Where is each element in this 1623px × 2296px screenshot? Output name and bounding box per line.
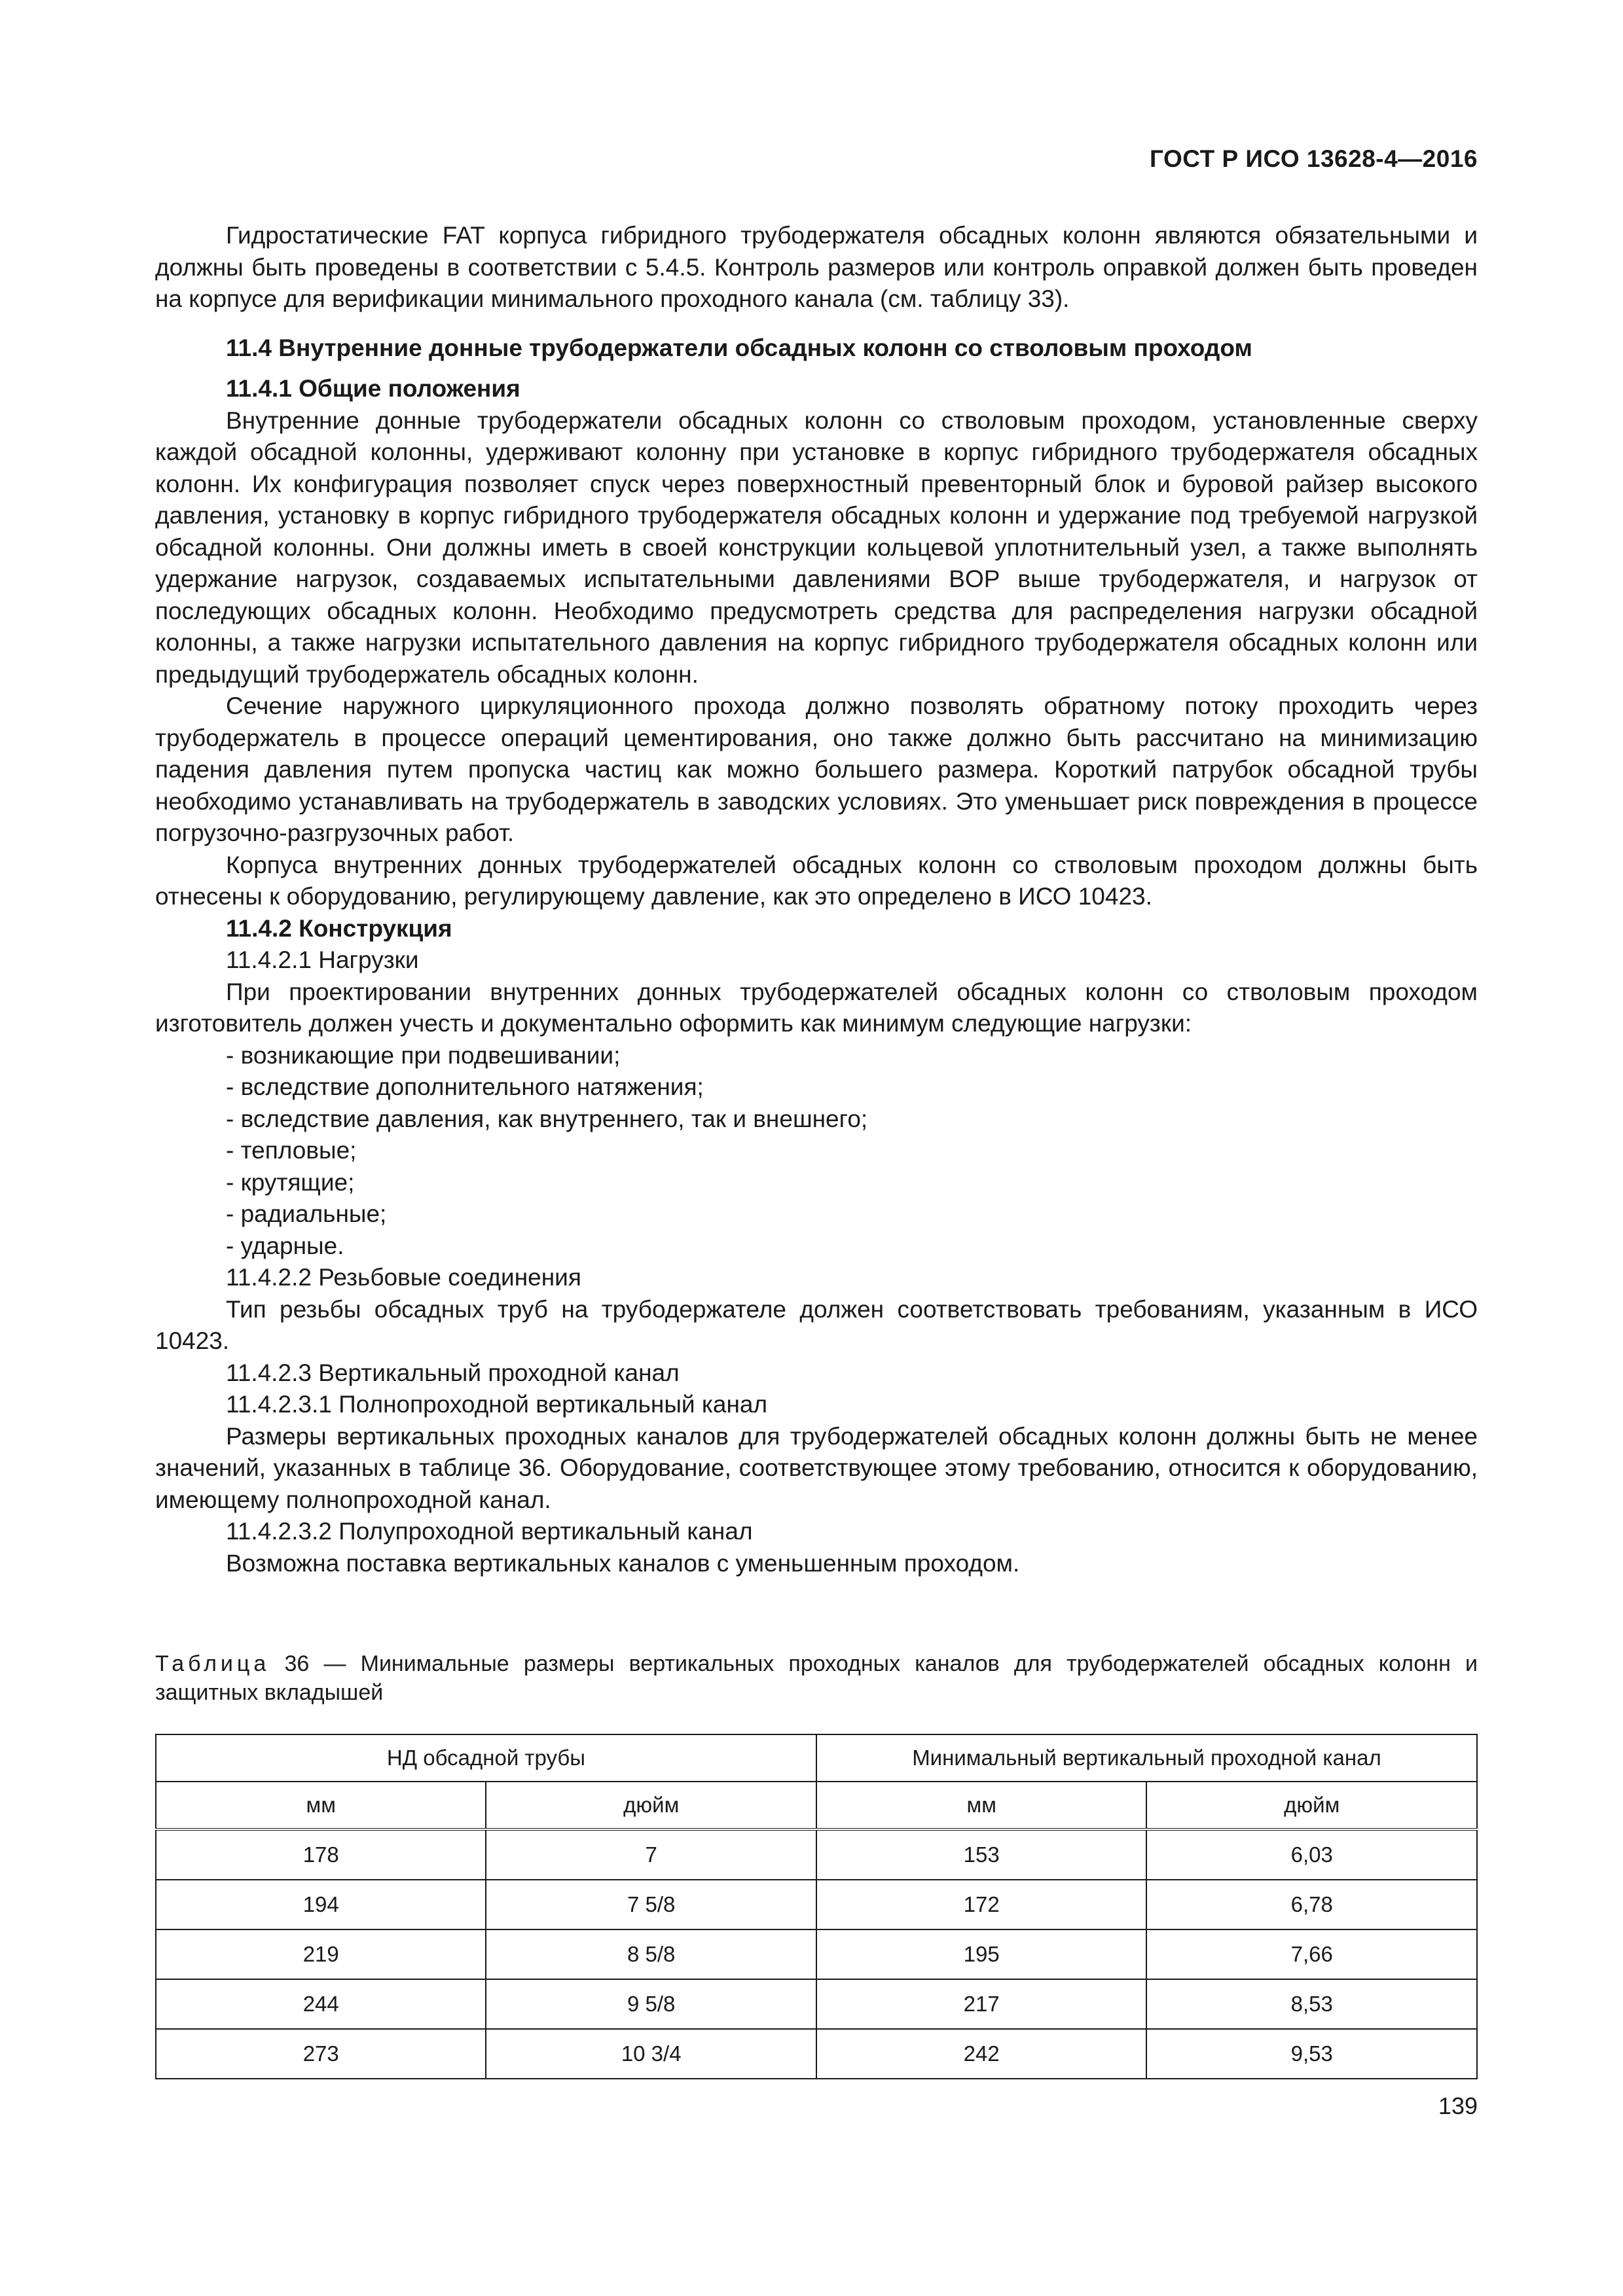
document-page <box>155 0 1478 2296</box>
document-body <box>155 220 1478 1579</box>
list-item: - вследствие дополнительного натяжения; <box>226 1073 704 1100</box>
header-casing-size: НД обсадной трубы <box>156 1734 816 1782</box>
paragraph-11-4-1-1: Внутренние донные трубодержатели обсадных колонн со стволовым проходом, установленные сверху каждой обсадной колонны, удерживают колонну при установке в корпус гибридного трубодержателя обсадных колонн. Их конфигурация позволяет спуск через поверхностный превенторный блок и буровой райзер высокого давления, установку в корпус гибридного трубодержателя обсадных колонн и удержание под требуемой нагрузкой обсадной колонны. Они должны иметь в своей конструкции кольцевой уплотнительный узел, а также выполнять удержание нагрузок, создаваемых испытательными давлениями BOP выше трубодержателя, и нагрузок от последующих обсадных колонн. Необходимо предусмотреть средства для распределения нагрузки обсадной колонны, а также нагрузки испытательного давления на корпус гибридного трубодержателя обсадных колонн или предыдущий трубодержатель обсадных колонн. <box>155 406 1478 688</box>
header-unit-mm: мм <box>156 1782 486 1829</box>
table-cell: 9,53 <box>1146 2029 1477 2079</box>
table-row <box>156 1929 1477 1979</box>
table-cell: 172 <box>816 1880 1147 1929</box>
standard-designation: ГОСТ Р ИСО 13628-4—2016 <box>1150 145 1478 172</box>
section-heading-11-4-1: 11.4.1 Общие положения <box>226 375 520 402</box>
table-cell: 7 <box>486 1829 816 1880</box>
table-cell: 9 5/8 <box>486 1979 816 2029</box>
bore-dimensions-table <box>155 1734 1478 2079</box>
paragraph-11-4-2-2: Тип резьбы обсадных труб на трубодержателе должен соответствовать требованиям, указанным в ИСО 10423. <box>155 1295 1478 1354</box>
table-row <box>156 1829 1477 1880</box>
table-cell: 10 3/4 <box>486 2029 816 2079</box>
table-cell: 7 5/8 <box>486 1880 816 1929</box>
table-cell: 8,53 <box>1146 1979 1477 2029</box>
table-cell: 8 5/8 <box>486 1929 816 1979</box>
paragraph-11-4-1-2: Сечение наружного циркуляционного прохода должно позволять обратному потоку проходить через трубодержатель в процессе операций цементирования, оно также должно быть рассчитано на минимизацию падения давления путем пропуска частиц как можно большего размера. Короткий патрубок обсадной трубы необходимо устанавливать на трубодержатель в заводских условиях. Это уменьшает риск повреждения в процессе погрузочно-разгрузочных работ. <box>155 692 1478 846</box>
table-cell: 6,03 <box>1146 1829 1477 1880</box>
table-cell: 194 <box>156 1880 486 1929</box>
page-number: 139 <box>1438 2092 1478 2119</box>
paragraph-11-4-2-3-1: Размеры вертикальных проходных каналов для трубодержателей обсадных колонн должны быть не менее значений, указанных в таблице 36. Оборудование, соответствующее этому требованию, относится к оборудованию, имеющему полнопроходной канал. <box>155 1422 1478 1513</box>
subsection-heading-11-4-2-3-2: 11.4.2.3.2 Полупроходной вертикальный канал <box>226 1518 753 1545</box>
table-caption-label: Таблица <box>155 1651 270 1676</box>
table-cell: 178 <box>156 1829 486 1880</box>
list-item: - возникающие при подвешивании; <box>226 1041 621 1069</box>
paragraph-11-4-2-3-2: Возможна поставка вертикальных каналов с уменьшенным проходом. <box>226 1549 1020 1577</box>
table-cell: 242 <box>816 2029 1147 2079</box>
section-heading-11-4: 11.4 Внутренние донные трубодержатели обсадных колонн со стволовым проходом <box>226 334 1252 361</box>
table-caption <box>155 1649 1478 1707</box>
header-min-bore: Минимальный вертикальный проходной канал <box>816 1734 1477 1782</box>
subsection-heading-11-4-2-1: 11.4.2.1 Нагрузки <box>226 946 419 973</box>
table-group-header-row <box>156 1734 1477 1782</box>
table-cell: 6,78 <box>1146 1880 1477 1929</box>
header-unit-mm: мм <box>816 1782 1147 1829</box>
table-36 <box>155 1734 1478 2079</box>
header-unit-inch: дюйм <box>1146 1782 1477 1829</box>
table-row <box>156 1979 1477 2029</box>
table-cell: 273 <box>156 2029 486 2079</box>
list-item: - крутящие; <box>226 1168 355 1196</box>
paragraph-11-4-2-1: При проектировании внутренних донных трубодержателей обсадных колонн со стволовым проходом изготовитель должен учесть и документально оформить как минимум следующие нагрузки: <box>155 978 1478 1037</box>
section-heading-11-4-2: 11.4.2 Конструкция <box>226 914 452 942</box>
table-cell: 7,66 <box>1146 1929 1477 1979</box>
table-cell: 219 <box>156 1929 486 1979</box>
loads-list <box>155 1040 1478 1263</box>
table-cell: 153 <box>816 1829 1147 1880</box>
list-item: - радиальные; <box>226 1200 387 1227</box>
paragraph-11-4-1-3: Корпуса внутренних донных трубодержателей обсадных колонн со стволовым проходом должны быть отнесены к оборудованию, регулирующему давление, как это определено в ИСО 10423. <box>155 851 1478 910</box>
subsection-heading-11-4-2-2: 11.4.2.2 Резьбовые соединения <box>226 1264 581 1291</box>
subsection-heading-11-4-2-3: 11.4.2.3 Вертикальный проходной канал <box>226 1359 680 1386</box>
table-row <box>156 2029 1477 2079</box>
intro-paragraph: Гидростатические FAT корпуса гибридного трубодержателя обсадных колонн являются обязательными и должны быть проведены в соответствии с 5.4.5. Контроль размеров или контроль оправкой должен быть проведен на корпусе для верификации минимального проходного канала (см. таблицу 33). <box>155 222 1478 312</box>
table-caption-text: 36 — Минимальные размеры вертикальных проходных каналов для трубодержателей обсадных колонн и защитных вкладышей <box>155 1651 1478 1705</box>
table-row <box>156 1880 1477 1929</box>
list-item: - вследствие давления, как внутреннего, так и внешнего; <box>226 1105 868 1132</box>
list-item: - ударные. <box>226 1232 344 1259</box>
table-cell: 217 <box>816 1979 1147 2029</box>
list-item: - тепловые; <box>226 1137 357 1164</box>
table-cell: 195 <box>816 1929 1147 1979</box>
table-cell: 244 <box>156 1979 486 2029</box>
header-unit-inch: дюйм <box>486 1782 816 1829</box>
table-unit-header-row <box>156 1782 1477 1829</box>
subsection-heading-11-4-2-3-1: 11.4.2.3.1 Полнопроходной вертикальный канал <box>226 1391 768 1418</box>
